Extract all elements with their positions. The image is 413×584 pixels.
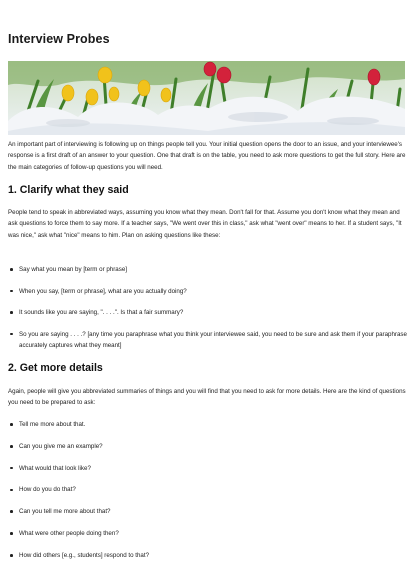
page-title: Interview Probes [8,32,110,46]
details-question-list [8,419,408,572]
list-item: How did others [e.g., students] respond to that? [8,550,408,561]
tulips-in-snow-photo [8,61,405,135]
list-item: So you are saying . . . .? [any time you paraphrase what you think your interviewee said, you need to be sure and ask them if your paraphrase accurately captures what they meant] [8,329,408,351]
intro-paragraph: An important part of interviewing is following up on things people tell you. Your initial question opens the door to an issue, and your interviewee's response is a first draft of an answer to your question. One that draft is on the table, you need to ask more questions to get the full story. Here are the main categories of follow-up questions you will need. [8,141,406,171]
list-item: Say what you mean by [term or phrase] [8,264,408,275]
clarify-question-list [8,264,408,361]
list-item: It sounds like you are saying, ". . . .". Is that a fair summary? [8,307,408,318]
list-item: Can you tell me more about that? [8,506,408,517]
list-item: How do you do that? [8,484,408,495]
section-heading-details: 2. Get more details [8,362,103,374]
section-body-clarify: People tend to speak in abbreviated ways, assuming you know what they mean. Don't fall for that. Assume you don't know what they mean and ask questions to force them to say more. If a teacher says, "We went over this in class," ask what "went over" means to her. If a student says, "It was nice," ask what "nice" means to him. Plan on asking questions like these: [8,209,402,239]
list-item: Can you give me an example? [8,441,408,452]
list-item: What were other people doing then? [8,528,408,539]
section-body-details: Again, people will give you abbreviated summaries of things and you will find that you need to ask for more details. Here are the kind of questions you need to be prepared to ask: [8,388,406,407]
list-item: When you say, [term or phrase], what are you actually doing? [8,286,408,297]
list-item: Tell me more about that. [8,419,408,430]
list-item: What would that look like? [8,463,408,474]
section-heading-clarify: 1. Clarify what they said [8,184,129,196]
